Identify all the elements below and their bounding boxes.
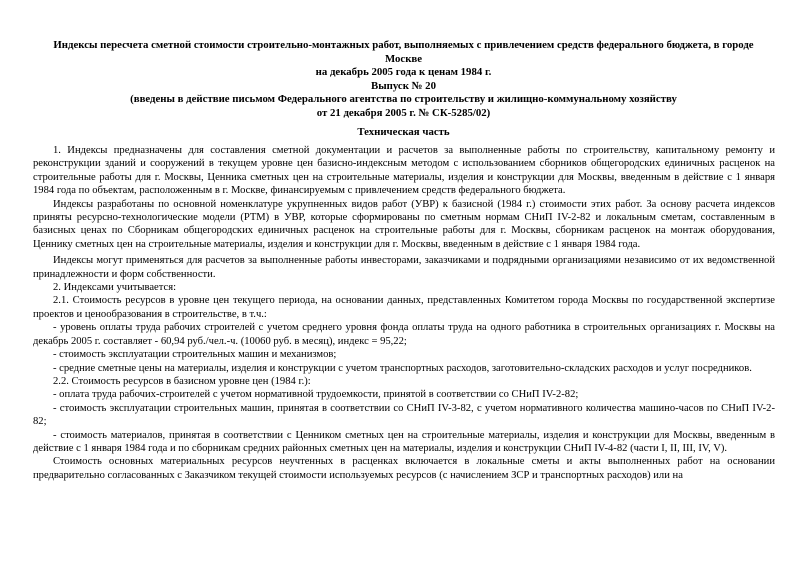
paragraph-8: - средние сметные цены на материалы, изделия и конструкции с учетом транспортных расходов, заготовительно-складских расходов и услуг посредников. (53, 362, 752, 374)
header-issue-line: Выпуск № 20 (371, 79, 436, 92)
paragraph-10: - оплата труда рабочих-строителей с учетом нормативной трудоемкости, принятой в соответствии со СНиП IV-2-82; (53, 389, 579, 401)
paragraph-12: - стоимость материалов, принятая в соответствии с Ценником сметных цен на строительные материалы, изделия и конструкции для Москвы, введенным в действие с 1 января 1984 года и по сборникам средних районных сметных цен на материалы, изделия и конструкции СНиП IV-4-82 (части I, II, III, IV, V). (33, 429, 775, 454)
section-title: Техническая часть (357, 126, 450, 138)
paragraph-2: Индексы разработаны по основной номенклатуре укрупненных видов работ (УВР) к базисной (1984 г.) стоимости этих работ. За основу расчета индексов приняты ресурсно-технологические модели (РТМ) в УВР, которые сформированы по сметным нормам СНиП IV-2-82 и локальным сметам, составленным в базисных ценах по Сборникам общегородских единичных расценок на строительные работы для г. Москвы, сборникам расценок на монтаж оборудования, Ценнику сметных цен на строительные материалы, изделия и конструкции для г. Москвы, введенным в действие с 1 января 1984 года. (33, 198, 775, 250)
header-title-line-2: Москве (384, 52, 423, 65)
paragraph-1: 1. Индексы предназначены для составления сметной документации и расчетов за выполненные работы по строительству, капитальному ремонту и реконструкции зданий и сооружений в текущем уровне цен базисно-индексным методом с использованием сборников общегородских единичных расценок на строительные работы для г. Москвы, Ценника сметных цен на строительные материалы, изделия и конструкции для Москвы, введенным в действие с 1 января 1984 года по объектам, расположенным в г. Москве, финансируемым с привлечением средств федерального бюджета. (33, 145, 775, 197)
header-enacted-line-1: (введены в действие письмом Федерального агентства по строительству и жилищно-коммунальному хозяйству (130, 93, 677, 105)
paragraph-4: 2. Индексами учитывается: (53, 282, 177, 294)
header-title-line-1: Индексы пересчета сметной стоимости строительно-монтажных работ, выполняемых с привлечением средств федерального бюджета, в городе (53, 39, 754, 51)
paragraph-5: 2.1. Стоимость ресурсов в уровне цен текущего периода, на основании данных, представленных Комитетом города Москвы по государственной экспертизе проектов и ценообразования в строительстве, в т.ч.: (33, 295, 775, 320)
header-date-line: на декабрь 2005 года к ценам 1984 г. (315, 66, 492, 78)
paragraph-7: - стоимость эксплуатации строительных машин и механизмов; (53, 349, 337, 361)
paragraph-11: - стоимость эксплуатации строительных машин, принятая в соответствии со СНиП IV-3-82, с учетом нормативного количества машино-часов по СНиП IV-2-82; (33, 402, 775, 428)
paragraph-3: Индексы могут применяться для расчетов за выполненные работы инвесторами, заказчиками и подрядными организациями независимо от их ведомственной принадлежности и форм собственности. (33, 255, 775, 280)
document-body (33, 144, 775, 482)
document-header (30, 39, 777, 120)
paragraph-9: 2.2. Стоимость ресурсов в базисном уровне цен (1984 г.): (53, 375, 311, 387)
paragraph-13: Стоимость основных материальных ресурсов неучтенных в расценках включается в локальные сметы и акты выполненных работ на основании предварительно согласованных с Заказчиком текущей стоимости используемых ресурсов (с начислением ЗСР и транспортных расходов) или на (33, 456, 775, 481)
header-enacted-line-2: от 21 декабря 2005 г. № СК-5285/02) (316, 106, 491, 119)
paragraph-6: - уровень оплаты труда рабочих строителей с учетом среднего уровня фонда оплаты труда на одного работника в строительных организациях г. Москвы на декабрь 2005 г. составляет - 60,94 руб./чел.-ч. (10060 руб. в месяц), индекс = 95,22; (33, 322, 775, 347)
